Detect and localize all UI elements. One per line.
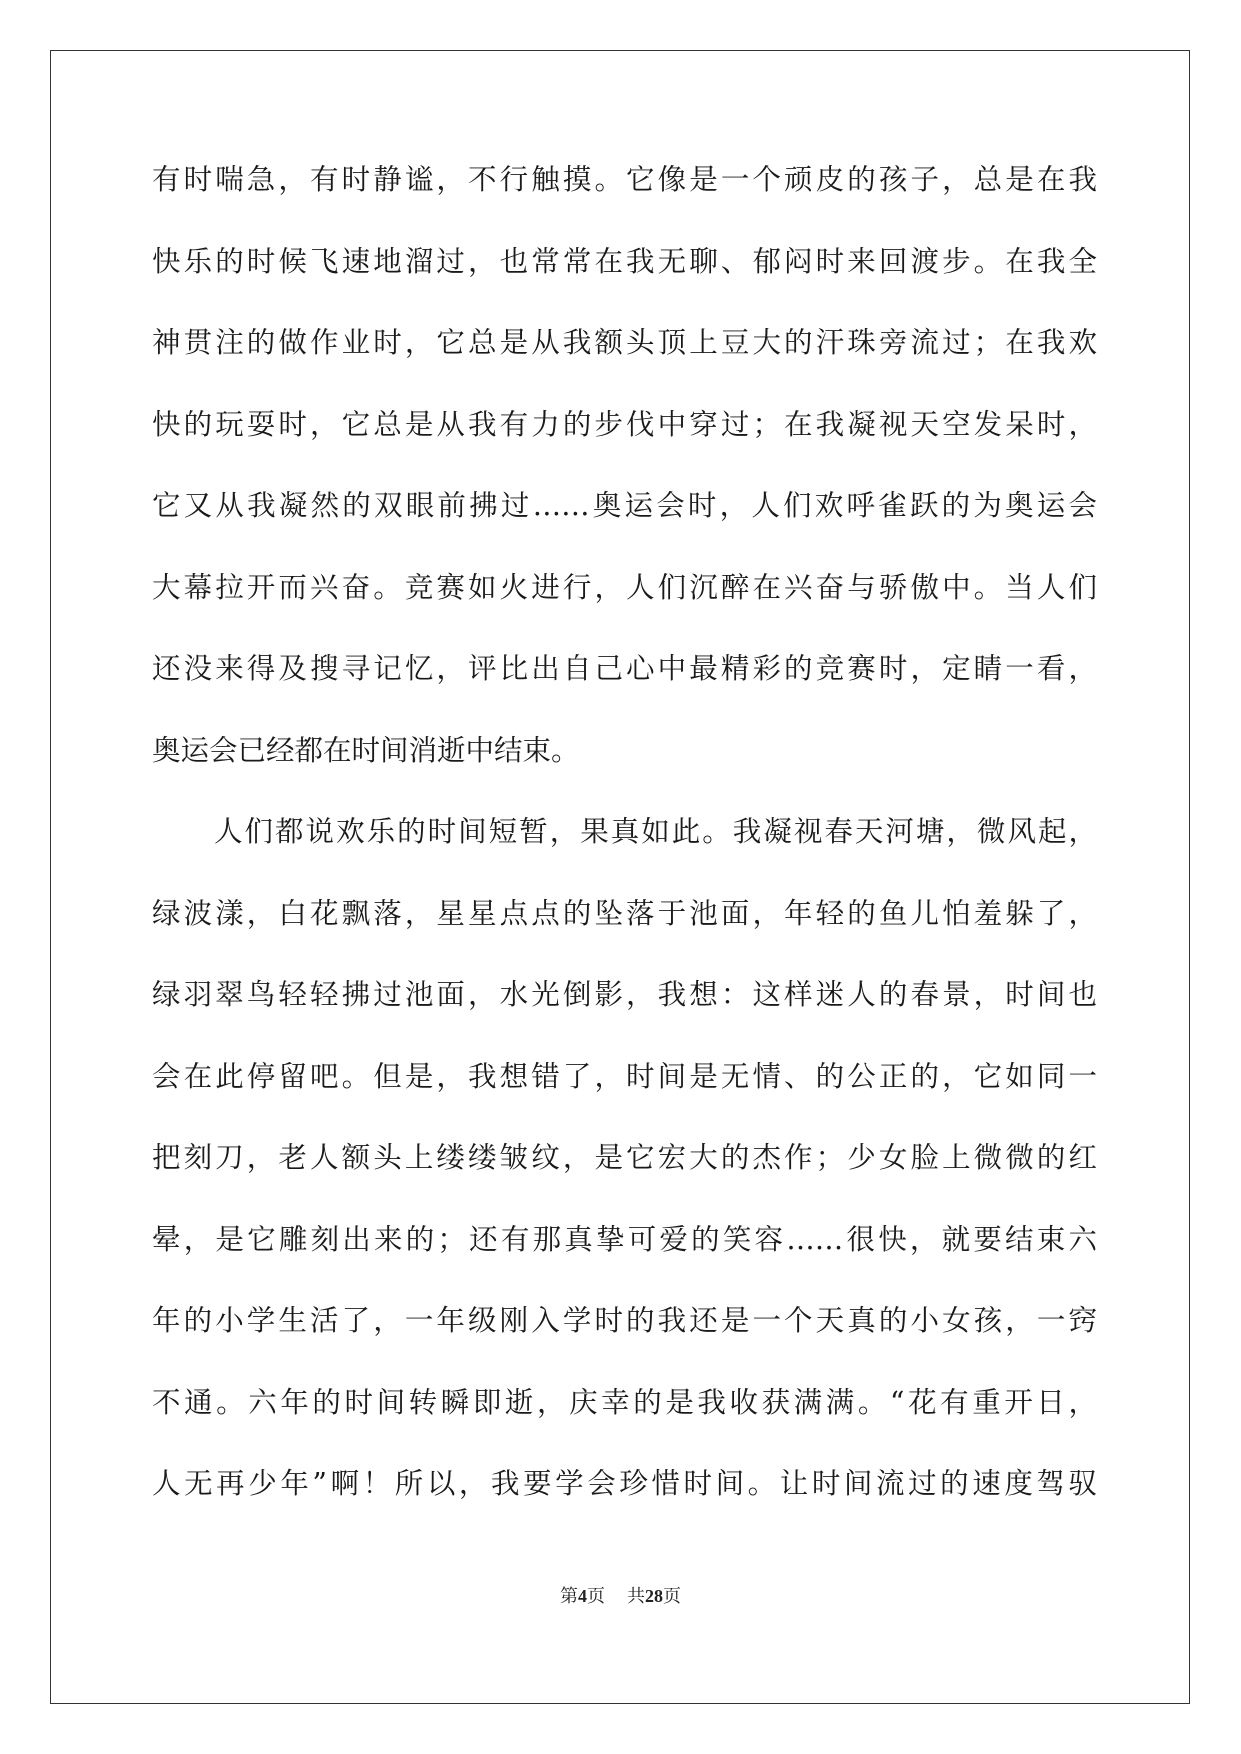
text-line: 快乐的时候飞速地溜过，也常常在我无聊、郁闷时来回渡步。在我全 [152, 244, 1097, 278]
page-prefix: 第 [560, 1586, 578, 1606]
page-suffix: 页 [587, 1586, 605, 1606]
paragraph-first-line: 人们都说欢乐的时间短暂，果真如此。我凝视春天河塘，微风起， [214, 815, 1097, 848]
text-line: 人无再少年”啊！所以，我要学会珍惜时间。让时间流过的速度驾驭 [152, 1467, 1097, 1500]
total-prefix: 共 [627, 1586, 645, 1606]
page-number: 4 [578, 1586, 587, 1606]
text-line: 大幕拉开而兴奋。竞赛如火进行，人们沉醉在兴奋与骄傲中。当人们 [152, 570, 1097, 604]
text-line: 它又从我凝然的双眼前拂过……奥运会时，人们欢呼雀跃的为奥运会 [152, 489, 1097, 522]
text-line: 快的玩耍时，它总是从我有力的步伐中穿过；在我凝视天空发呆时， [152, 407, 1097, 441]
text-line: 年的小学生活了，一年级刚入学时的我还是一个天真的小女孩，一窍 [152, 1304, 1097, 1337]
text-line: 把刻刀，老人额头上缕缕皱纹，是它宏大的杰作；少女脸上微微的红 [152, 1141, 1097, 1174]
page-footer [0, 1582, 1241, 1608]
text-line: 绿羽翠鸟轻轻拂过池面，水光倒影，我想：这样迷人的春景，时间也 [152, 978, 1097, 1011]
text-line: 绿波漾，白花飘落，星星点点的坠落于池面，年轻的鱼儿怕羞躲了， [152, 896, 1097, 930]
text-line: 奥运会已经都在时间消逝中结束。 [152, 733, 580, 767]
total-suffix: 页 [663, 1586, 681, 1606]
text-line: 还没来得及搜寻记忆，评比出自己心中最精彩的竞赛时，定睛一看， [152, 652, 1097, 685]
text-line: 有时喘急，有时静谧，不行触摸。它像是一个顽皮的孩子，总是在我 [152, 163, 1097, 196]
text-line: 会在此停留吧。但是，我想错了，时间是无情、的公正的，它如同一 [152, 1059, 1097, 1093]
text-line: 晕，是它雕刻出来的；还有那真挚可爱的笑容……很快，就要结束六 [152, 1222, 1097, 1256]
total-pages: 28 [645, 1586, 663, 1606]
text-line: 神贯注的做作业时，它总是从我额头顶上豆大的汗珠旁流过；在我欢 [152, 326, 1097, 359]
text-line: 不通。六年的时间转瞬即逝，庆幸的是我收获满满。“花有重开日， [152, 1385, 1097, 1419]
document-body [152, 160, 1097, 1546]
